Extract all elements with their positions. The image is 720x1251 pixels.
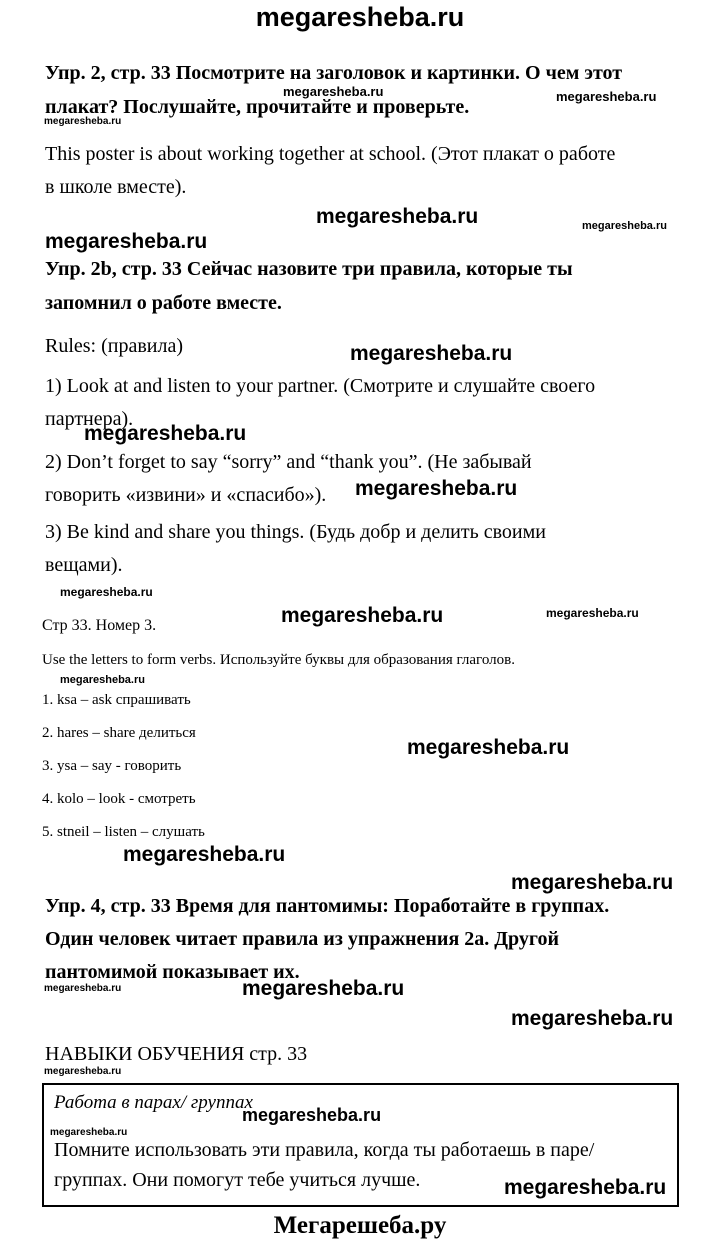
watermark: megaresheba.ru <box>504 1176 667 1199</box>
watermark: megaresheba.ru <box>60 585 153 599</box>
watermark: megaresheba.ru <box>84 422 247 445</box>
rule-item-3: 3) Be kind and share you things. (Будь добр и делить своими вещами). <box>45 521 546 576</box>
watermark: megaresheba.ru <box>242 977 405 1000</box>
watermark: megaresheba.ru <box>123 843 286 866</box>
watermark: megaresheba.ru <box>44 1066 122 1077</box>
watermark: megaresheba.ru <box>511 1007 674 1030</box>
exercise-3-instruction: Use the letters to form verbs. Используйте буквы для образования глаголов. <box>42 652 515 668</box>
watermark: megaresheba.ru <box>44 116 122 127</box>
watermark: megaresheba.ru <box>511 871 674 894</box>
exercise-2b-heading: Упр. 2b, стр. 33 Сейчас назовите три правила, которые ты запомнил о работе вместе. <box>45 258 573 314</box>
study-skills-box-title: Работа в парах/ группах <box>54 1092 253 1113</box>
watermark: megaresheba.ru <box>60 674 145 686</box>
watermark: megaresheba.ru <box>355 477 518 500</box>
verb-item-4: 4. kolo – look - смотреть <box>42 791 196 807</box>
watermark: megaresheba.ru <box>44 983 122 994</box>
study-skills-box-text: Помните использовать эти правила, когда ты работаешь в паре/ группах. Они помогут тебе учиться лучше. <box>54 1139 595 1191</box>
watermark: megaresheba.ru <box>546 606 639 620</box>
exercise-2-heading: Упр. 2, стр. 33 Посмотрите на заголовок и картинки. О чем этот плакат? Послушайте, прочитайте и проверьте. <box>45 62 623 118</box>
watermark: megaresheba.ru <box>242 1105 382 1125</box>
exercise-3-heading: Стр 33. Номер 3. <box>42 617 157 634</box>
exercise-3-verb-list <box>42 684 205 849</box>
watermark: megaresheba.ru <box>45 230 208 253</box>
rule-item-1: 1) Look at and listen to your partner. (Смотрите и слушайте своего партнера). <box>45 375 596 430</box>
site-footer-title: Мегарешеба.ру <box>273 1212 447 1239</box>
exercise-2-answer: This poster is about working together at school. (Этот плакат о работе в школе вместе). <box>45 143 616 198</box>
watermark: megaresheba.ru <box>407 736 570 759</box>
watermark: megaresheba.ru <box>316 205 479 228</box>
rule-item-2: 2) Don’t forget to say “sorry” and “thank you”. (Не забывай говорить «извини» и «спасибо»). <box>45 451 532 506</box>
exercise-4-heading: Упр. 4, стр. 33 Время для пантомимы: Поработайте в группах. Один человек читает правила из упражнения 2а. Другой пантомимой показывает их. <box>45 895 610 983</box>
verb-item-2: 2. hares – share делиться <box>42 725 196 741</box>
verb-item-1: 1. ksa – ask спрашивать <box>42 692 191 708</box>
watermark: megaresheba.ru <box>582 220 667 232</box>
watermark: megaresheba.ru <box>50 1127 128 1138</box>
study-skills-heading: НАВЫКИ ОБУЧЕНИЯ стр. 33 <box>45 1043 308 1065</box>
rules-label: Rules: (правила) <box>45 335 184 357</box>
watermark: megaresheba.ru <box>283 84 384 99</box>
watermark: megaresheba.ru <box>556 89 657 104</box>
verb-item-3: 3. ysa – say - говорить <box>42 758 182 774</box>
watermark: megaresheba.ru <box>350 342 513 365</box>
verb-item-5: 5. stneil – listen – слушать <box>42 824 205 840</box>
site-header-watermark: megaresheba.ru <box>255 2 465 32</box>
watermark: megaresheba.ru <box>281 604 444 627</box>
